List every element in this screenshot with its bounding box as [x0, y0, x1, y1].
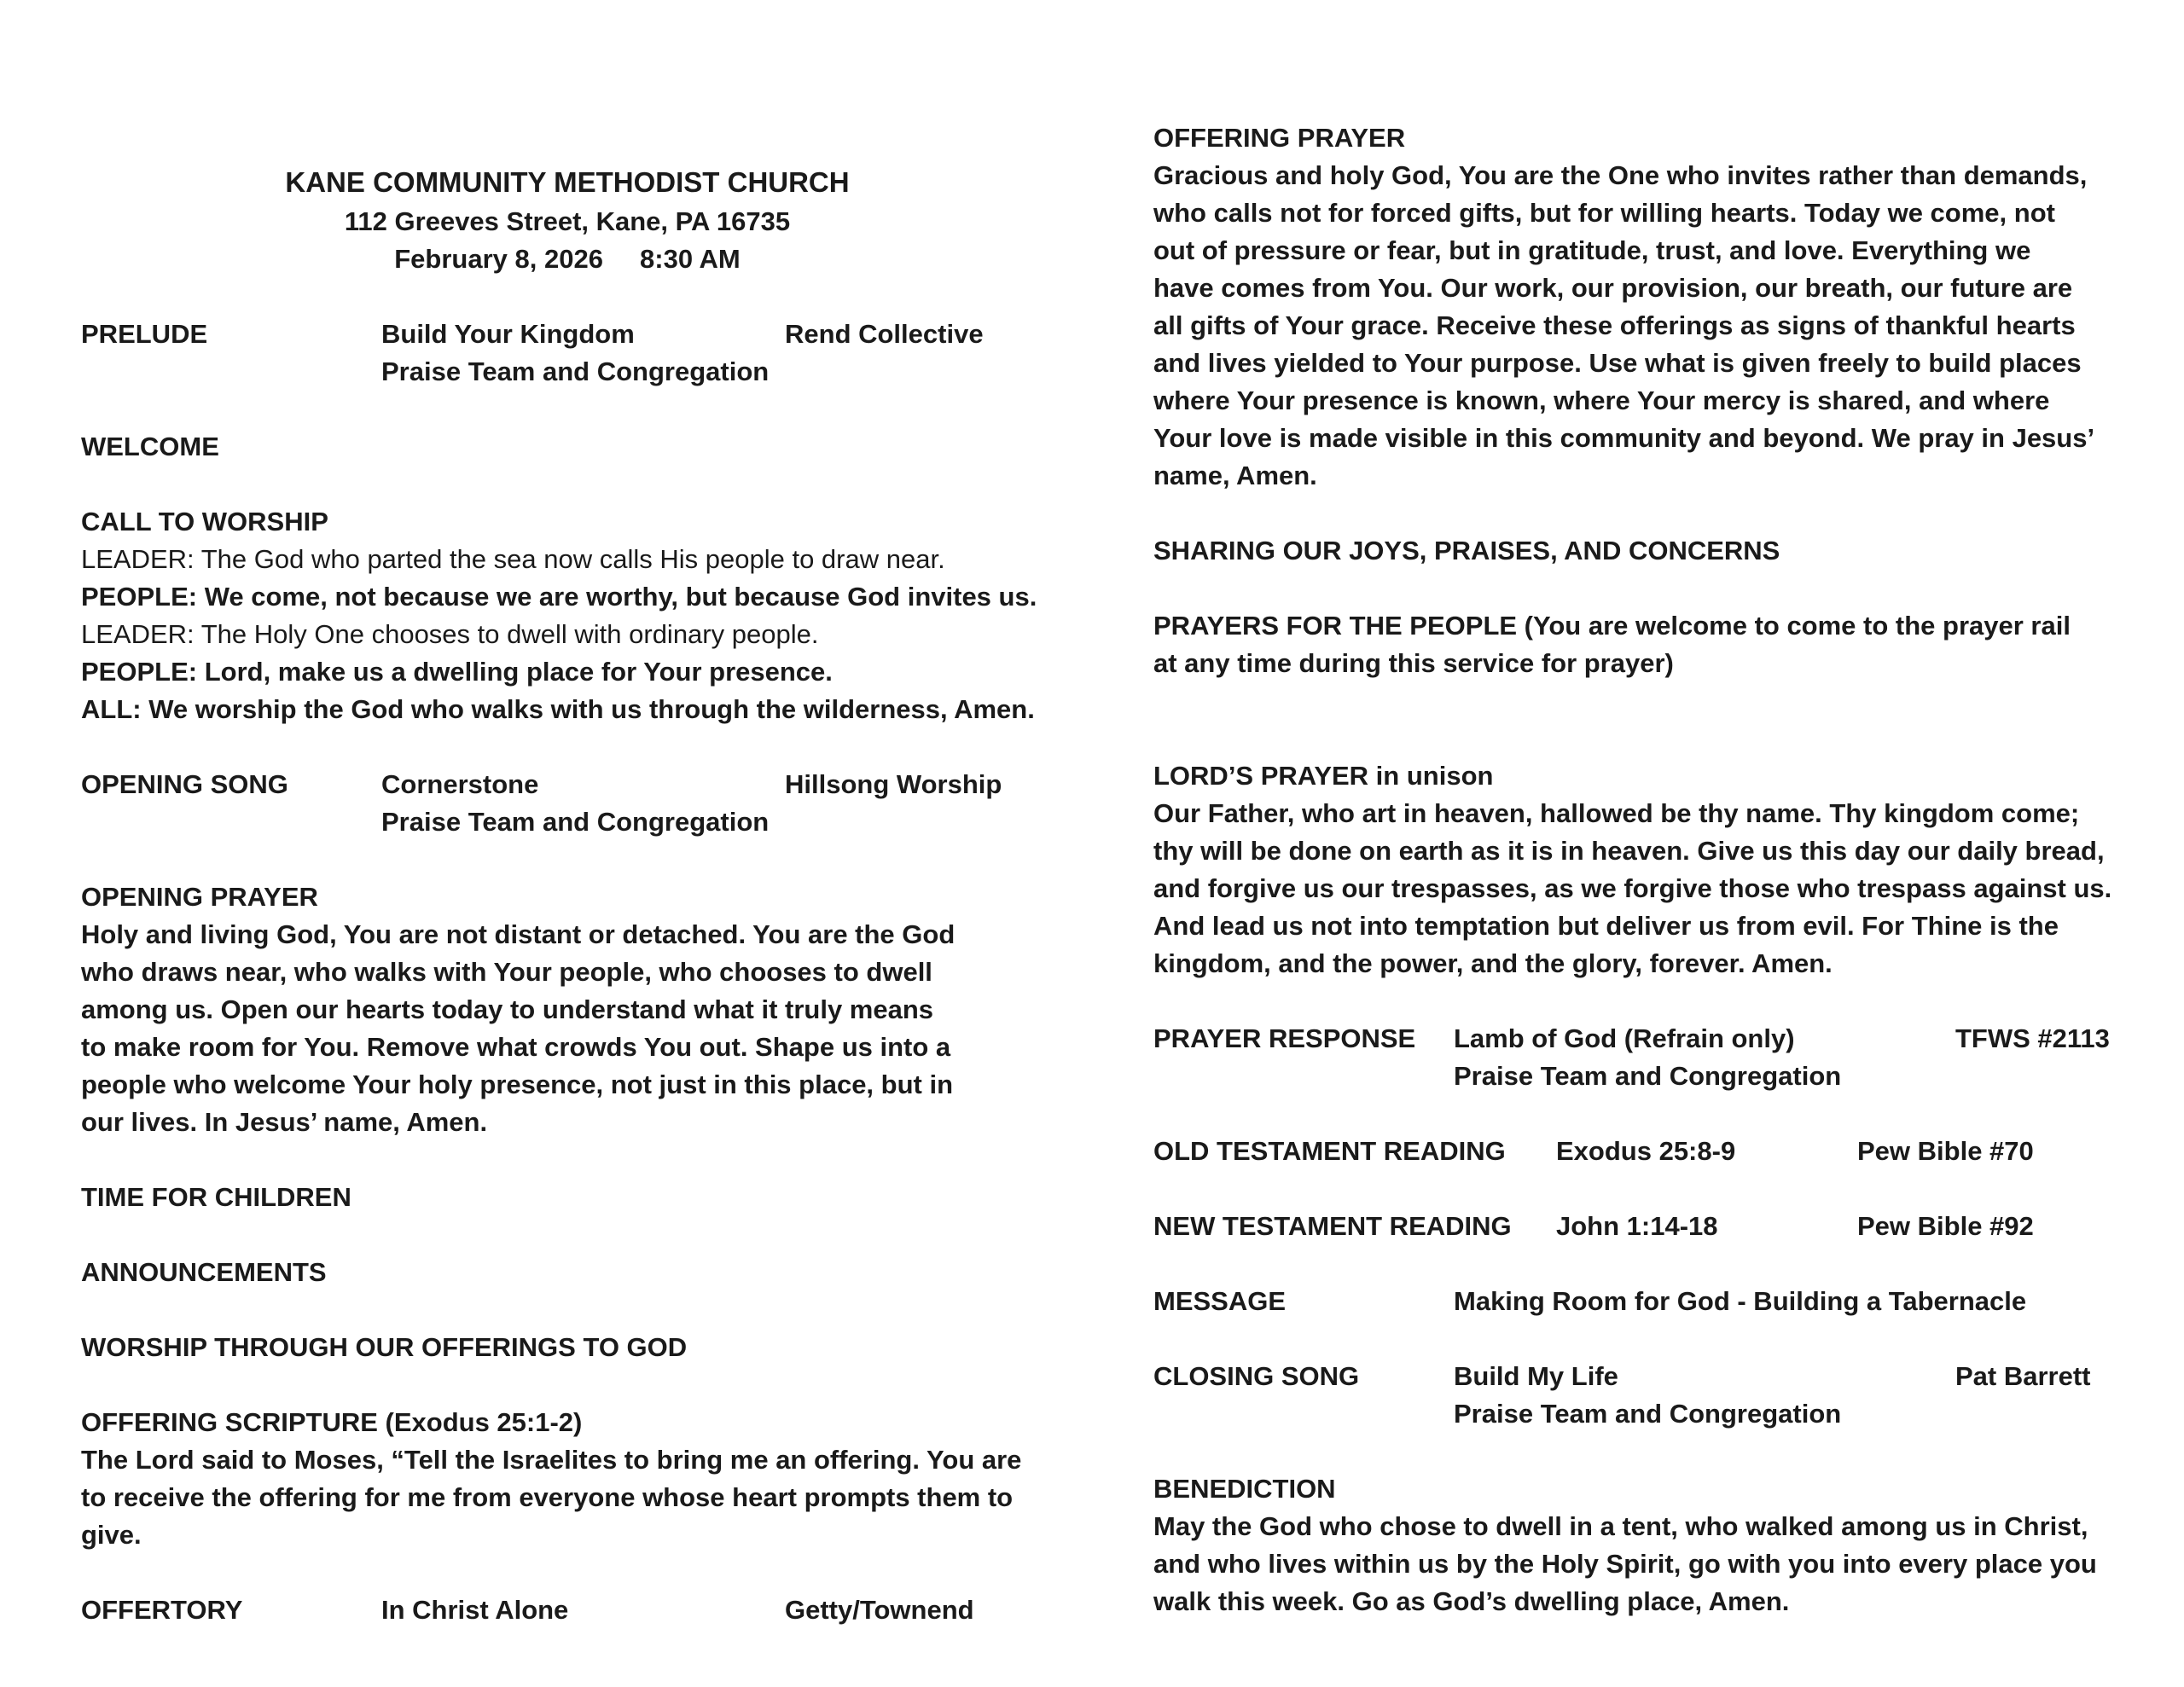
church-name: KANE COMMUNITY METHODIST CHURCH [285, 166, 850, 198]
lords-prayer-line: Our Father, who art in heaven, hallowed be thy name. Thy kingdom come; [1153, 798, 2080, 828]
speaker-prefix: PEOPLE: [81, 657, 198, 687]
prayers-for-people-line: at any time during this service for prayer) [1153, 648, 1674, 678]
nt-reading-label: NEW TESTAMENT READING [1153, 1211, 1512, 1241]
opening-song-title: Cornerstone [381, 769, 539, 799]
lords-prayer-label: LORD’S PRAYER in unison [1153, 761, 1494, 791]
opening-prayer-line: who draws near, who walks with Your people, who chooses to dwell [81, 957, 932, 987]
offering-prayer-line: and lives yielded to Your purpose. Use what is given freely to build places [1153, 348, 2082, 378]
call-to-worship-line [81, 653, 833, 691]
offering-scripture-label: OFFERING SCRIPTURE (Exodus 25:1-2) [81, 1407, 583, 1437]
ot-reading-passage: Exodus 25:8-9 [1556, 1136, 1736, 1166]
opening-prayer-line: our lives. In Jesus’ name, Amen. [81, 1107, 488, 1137]
response-text: The God who parted the sea now calls His people to draw near. [194, 544, 945, 574]
offering-scripture-line: to receive the offering for me from everyone whose heart prompts them to [81, 1482, 1014, 1512]
nt-reading-ref: Pew Bible #92 [1857, 1211, 2034, 1241]
lords-prayer-line: kingdom, and the power, and the glory, forever. Amen. [1153, 948, 1833, 978]
offering-prayer-line: Gracious and holy God, You are the One who invites rather than demands, [1153, 160, 2088, 190]
offering-prayer-line: all gifts of Your grace. Receive these offerings as signs of thankful hearts [1153, 310, 2076, 340]
call-to-worship-line [81, 691, 1035, 728]
sharing-label: SHARING OUR JOYS, PRAISES, AND CONCERNS [1153, 536, 1780, 565]
lords-prayer-line: thy will be done on earth as it is in heaven. Give us this day our daily bread, [1153, 836, 2105, 866]
opening-prayer-line: among us. Open our hearts today to understand what it truly means [81, 994, 934, 1024]
prayer-response-label: PRAYER RESPONSE [1153, 1023, 1416, 1053]
prelude-performers: Praise Team and Congregation [381, 357, 770, 386]
response-text: We come, not because we are worthy, but because God invites us. [197, 582, 1037, 612]
offertory-label: OFFERTORY [81, 1595, 243, 1625]
prelude-artist: Rend Collective [785, 319, 984, 349]
lords-prayer-line: And lead us not into temptation but deliver us from evil. For Thine is the [1153, 911, 2059, 941]
benediction-line: May the God who chose to dwell in a tent, who walked among us in Christ, [1153, 1511, 2088, 1541]
opening-prayer-line: people who welcome Your holy presence, not just in this place, but in [81, 1070, 954, 1099]
speaker-prefix: ALL: [81, 694, 142, 724]
closing-song-title: Build My Life [1454, 1361, 1618, 1391]
offering-scripture-line: The Lord said to Moses, “Tell the Israelites to bring me an offering. You are [81, 1445, 1022, 1475]
ot-reading-ref: Pew Bible #70 [1857, 1136, 2034, 1166]
call-to-worship-line [81, 541, 945, 578]
offering-prayer-line: out of pressure or fear, but in gratitude, trust, and love. Everything we [1153, 235, 2031, 265]
prayers-for-people-line: PRAYERS FOR THE PEOPLE (You are welcome to come to the prayer rail [1153, 611, 2071, 641]
lords-prayer-line: and forgive us our trespasses, as we forgive those who trespass against us. [1153, 873, 2112, 903]
prayer-response-performers: Praise Team and Congregation [1454, 1061, 1842, 1091]
opening-song-artist: Hillsong Worship [785, 769, 1002, 799]
offering-prayer-line: name, Amen. [1153, 461, 1317, 490]
offering-prayer-line: have comes from You. Our work, our provision, our breath, our future are [1153, 273, 2073, 303]
speaker-prefix: PEOPLE: [81, 582, 198, 612]
call-to-worship-label: CALL TO WORSHIP [81, 507, 328, 536]
response-text: Lord, make us a dwelling place for Your presence. [197, 657, 833, 687]
message-label: MESSAGE [1153, 1286, 1287, 1316]
prelude-song: Build Your Kingdom [381, 319, 635, 349]
benediction-line: walk this week. Go as God’s dwelling place, Amen. [1153, 1586, 1790, 1616]
response-text: We worship the God who walks with us through the wilderness, Amen. [141, 694, 1035, 724]
prayer-response-song: Lamb of God (Refrain only) [1454, 1023, 1795, 1053]
offering-prayer-line: who calls not for forced gifts, but for willing hearts. Today we come, not [1153, 198, 2055, 228]
announcements-label: ANNOUNCEMENTS [81, 1257, 327, 1287]
speaker-prefix: LEADER: [81, 619, 195, 649]
ot-reading-label: OLD TESTAMENT READING [1153, 1136, 1506, 1166]
prayer-response-ref: TFWS #2113 [1955, 1023, 2110, 1053]
call-to-worship-line [81, 616, 818, 653]
closing-song-artist: Pat Barrett [1955, 1361, 2091, 1391]
opening-song-label: OPENING SONG [81, 769, 288, 799]
nt-reading-passage: John 1:14-18 [1556, 1211, 1718, 1241]
response-text: The Holy One chooses to dwell with ordinary people. [194, 619, 819, 649]
call-to-worship-line [81, 578, 1037, 616]
opening-prayer-label: OPENING PRAYER [81, 882, 318, 912]
benediction-label: BENEDICTION [1153, 1474, 1336, 1504]
time-for-children-label: TIME FOR CHILDREN [81, 1182, 351, 1212]
speaker-prefix: LEADER: [81, 544, 195, 574]
offertory-artist: Getty/Townend [785, 1595, 974, 1625]
opening-song-performers: Praise Team and Congregation [381, 807, 770, 837]
worship-offerings-label: WORSHIP THROUGH OUR OFFERINGS TO GOD [81, 1332, 688, 1362]
closing-song-performers: Praise Team and Congregation [1454, 1399, 1842, 1429]
offering-prayer-line: where Your presence is known, where Your mercy is shared, and where [1153, 386, 2050, 415]
offertory-song: In Christ Alone [381, 1595, 569, 1625]
closing-song-label: CLOSING SONG [1153, 1361, 1360, 1391]
benediction-line: and who lives within us by the Holy Spirit, go with you into every place you [1153, 1549, 2097, 1579]
welcome-label: WELCOME [81, 432, 219, 461]
offering-prayer-line: Your love is made visible in this community and beyond. We pray in Jesus’ [1153, 423, 2095, 453]
church-address: 112 Greeves Street, Kane, PA 16735 [344, 206, 791, 236]
offering-prayer-label: OFFERING PRAYER [1153, 123, 1406, 153]
service-date-time: February 8, 2026 8:30 AM [394, 244, 741, 274]
prelude-label: PRELUDE [81, 319, 208, 349]
message-title: Making Room for God - Building a Tabernacle [1454, 1286, 2027, 1316]
offering-scripture-line: give. [81, 1520, 142, 1550]
opening-prayer-line: to make room for You. Remove what crowds You out. Shape us into a [81, 1032, 951, 1062]
opening-prayer-line: Holy and living God, You are not distant or detached. You are the God [81, 919, 956, 949]
